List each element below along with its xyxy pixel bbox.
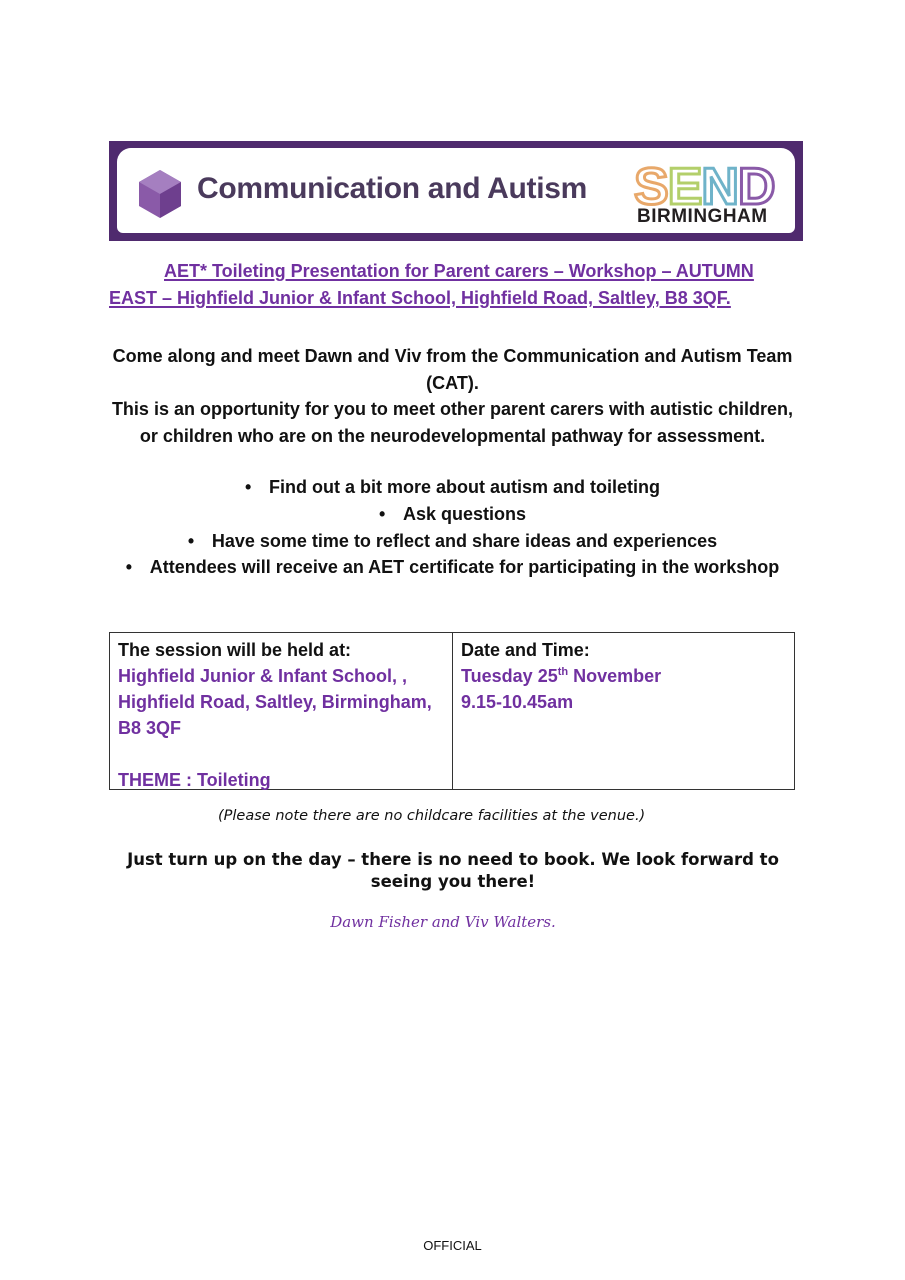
heading-line-2: EAST – Highfield Junior & Infant School, Highfield Road, Saltley, B8 3QF. — [109, 288, 731, 308]
send-logo-subtitle: BIRMINGHAM — [637, 206, 768, 227]
workshop-heading — [109, 258, 809, 312]
bullet-icon: • — [245, 477, 252, 497]
venue-cell — [110, 633, 453, 789]
datetime-label: Date and Time: — [461, 640, 590, 660]
svg-text:SEND: SEND — [634, 158, 775, 216]
hexagon-logo-icon — [137, 168, 183, 220]
bullet-icon: • — [187, 530, 195, 551]
venue-line-3: B8 3QF — [118, 718, 182, 738]
bullet-list — [110, 474, 795, 581]
datetime-cell — [453, 633, 794, 789]
venue-line-1: Highfield Junior & Infant School, , — [118, 666, 407, 686]
intro-text — [110, 343, 795, 449]
banner-title: Communication and Autism — [197, 172, 588, 205]
bullet-icon: • — [378, 503, 386, 524]
childcare-note: (Please note there are no childcare facilities at the venue.) — [218, 808, 646, 824]
intro-paragraph-2: This is an opportunity for you to meet other parent carers with autistic children, or children who are on the neurodevelopmental pathway for assessment. — [111, 399, 794, 446]
venue-line-2: Highfield Road, Saltley, Birmingham, — [118, 692, 432, 712]
footer-classification: OFFICIAL — [423, 1238, 482, 1253]
intro-paragraph-1: Come along and meet Dawn and Viv from the Communication and Autism Team (CAT). — [112, 346, 793, 393]
heading-line-1: AET* Toileting Presentation for Parent carers – Workshop – AUTUMN — [164, 261, 754, 281]
list-item: • Find out a bit more about autism and toileting — [110, 474, 795, 501]
session-time: 9.15-10.45am — [461, 692, 574, 712]
list-item: • Have some time to reflect and share ideas and experiences — [110, 528, 795, 555]
signature: Dawn Fisher and Viv Walters. — [330, 913, 556, 931]
session-info-table — [109, 632, 795, 790]
list-item: • Ask questions — [110, 501, 795, 528]
list-item: • Attendees will receive an AET certificate for participating in the workshop — [110, 554, 795, 581]
bullet-icon: • — [125, 557, 133, 578]
venue-label: The session will be held at: — [118, 640, 352, 660]
session-date: Tuesday 25th November — [461, 666, 662, 686]
header-banner — [109, 141, 803, 241]
closing-message: Just turn up on the day – there is no need to book. We look forward to seeing you there! — [127, 850, 779, 891]
theme-text: THEME : Toileting — [118, 770, 271, 790]
header-banner-inner — [117, 148, 795, 233]
